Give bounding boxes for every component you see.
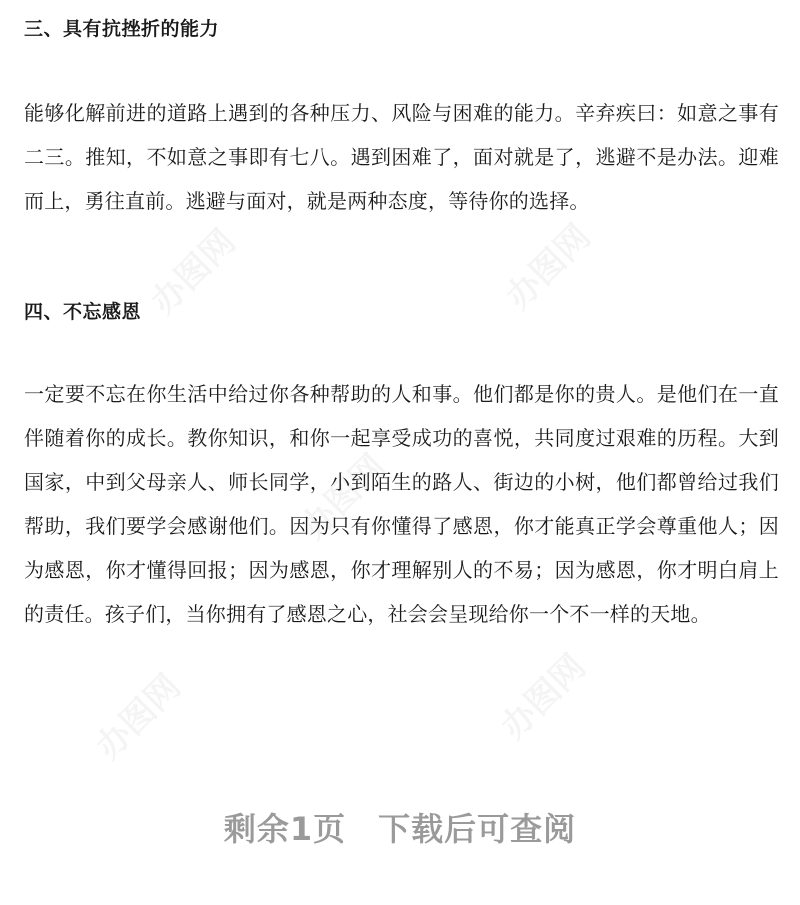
watermark bbox=[138, 216, 245, 323]
section-paragraph: 能够化解前进的道路上遇到的各种压力、风险与困难的能力。辛弃疾曰：如意之事有二三。推知，不如意之事即有七八。遇到困难了，面对就是了，逃避不是办法。迎难而上，勇往直前。逃避与面对，就是两种态度，等待你的选择。 bbox=[24, 101, 779, 213]
watermark bbox=[83, 661, 190, 768]
section-paragraph: 一定要不忘在你生活中给过你各种帮助的人和事。他们都是你的贵人。是他们在一直伴随着你的成长。教你知识，和你一起享受成功的喜悦，共同度过艰难的历程。大到国家，中到父母亲人、师长同学，小到陌生的路人、街边的小树，他们都曾给过我们帮助，我们要学会感谢他们。因为只有你懂得了感恩，你才能真正学会尊重他人；因为感恩，你才懂得回报；因为感恩，你才理解别人的不易；因为感恩，你才明白肩上的责任。孩子们，当你拥有了感恩之心，社会会呈现给你一个不一样的天地。 bbox=[24, 382, 779, 626]
remaining-pages-label[interactable]: 剩余1页 bbox=[223, 810, 347, 848]
watermark bbox=[488, 641, 595, 748]
section-heading: 三、具有抗挫折的能力 bbox=[24, 18, 220, 40]
watermark bbox=[493, 211, 600, 318]
section-heading: 四、不忘感恩 bbox=[24, 301, 142, 323]
download-to-view-link[interactable]: 下载后可查阅 bbox=[378, 810, 577, 848]
download-prompt[interactable] bbox=[0, 804, 800, 850]
